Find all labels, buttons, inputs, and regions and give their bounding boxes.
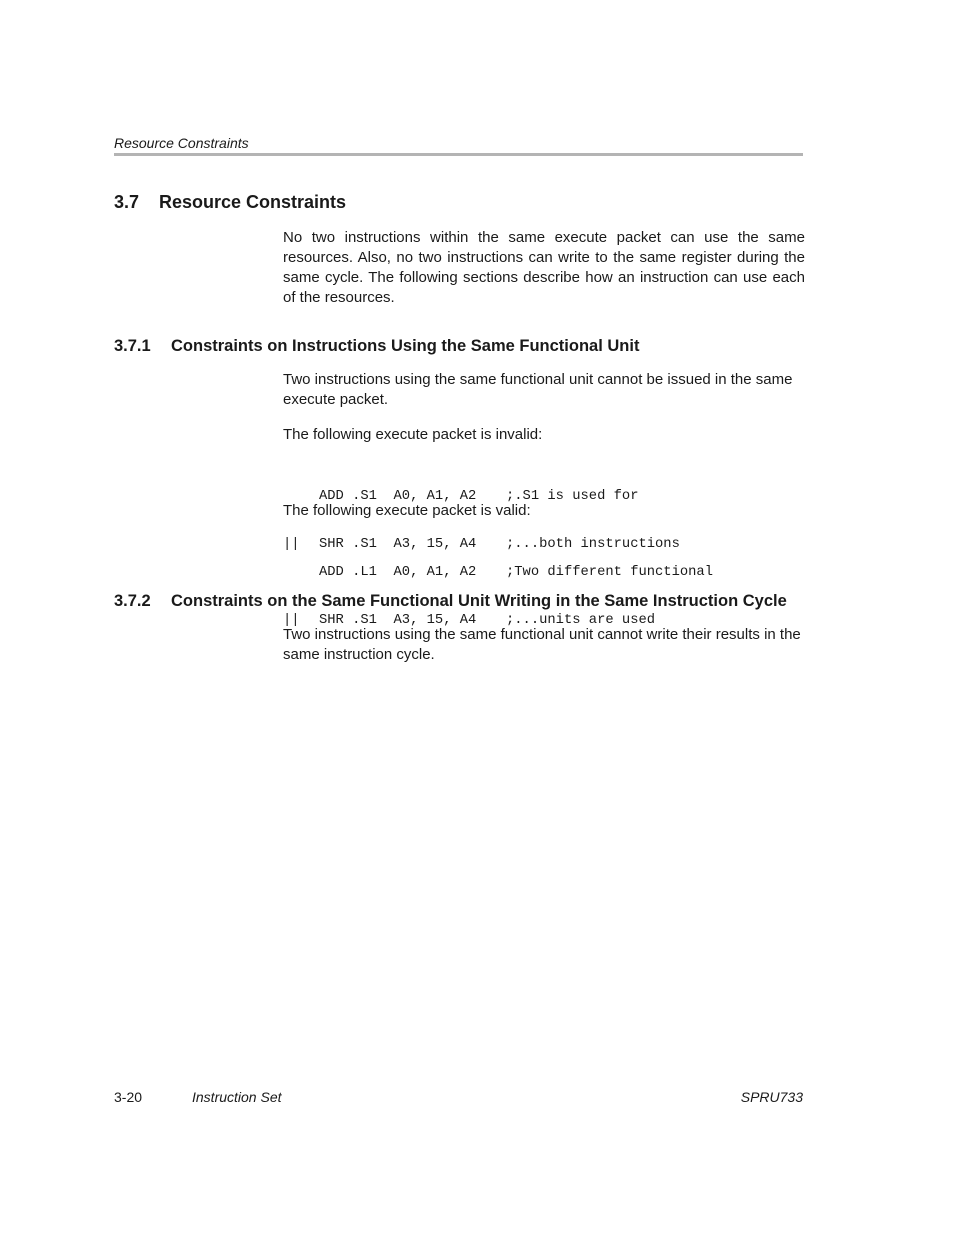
header-rule [114, 153, 803, 156]
subsection-2-paragraph: Two instructions using the same functional unit cannot write their results in the same instruction cycle. [283, 626, 801, 663]
code-instruction: ADD .S1 A0, A1, A2 [319, 489, 477, 504]
footer-doc-id: SPRU733 [740, 1089, 803, 1105]
section-number: 3.7 [114, 192, 140, 212]
subsection-1-heading [114, 337, 639, 356]
footer-chapter: Instruction Set [192, 1089, 282, 1105]
code-comment: ;...both instructions [506, 537, 680, 552]
code-instruction: SHR .S1 A3, 15, A4 [319, 613, 477, 628]
parallel-marker: || [283, 537, 300, 552]
page-number: 3-20 [114, 1089, 143, 1105]
subsection-1-paragraph-1: Two instructions using the same functional unit cannot be issued in the same execute packet. [283, 371, 793, 408]
code-line [283, 565, 713, 581]
subsection-1-paragraph-2: The following execute packet is invalid: [283, 426, 543, 443]
code-instruction: SHR .S1 A3, 15, A4 [319, 537, 477, 552]
section-heading [114, 192, 346, 213]
code-instruction: ADD .L1 A0, A1, A2 [319, 565, 477, 580]
subsection-1-paragraph-3: The following execute packet is valid: [283, 502, 531, 519]
code-comment: ;Two different functional [506, 565, 713, 580]
subsection-1-title: Constraints on Instructions Using the Same Functional Unit [171, 337, 640, 355]
parallel-marker: || [283, 613, 300, 628]
running-header: Resource Constraints [114, 135, 249, 151]
code-comment: ;...units are used [506, 613, 656, 628]
subsection-2-number: 3.7.2 [114, 592, 151, 610]
section-title: Resource Constraints [159, 192, 347, 212]
subsection-1-number: 3.7.1 [114, 337, 151, 355]
subsection-2-heading [114, 592, 787, 611]
code-comment: ;.S1 is used for [506, 489, 639, 504]
subsection-2-title: Constraints on the Same Functional Unit Writing in the Same Instruction Cycle [171, 592, 787, 610]
section-paragraph: No two instructions within the same execute packet can use the same resources. Also, no two instructions can write to the same register during the same cycle. The following sections describe how an instruction can use each of the resources. [283, 229, 805, 306]
